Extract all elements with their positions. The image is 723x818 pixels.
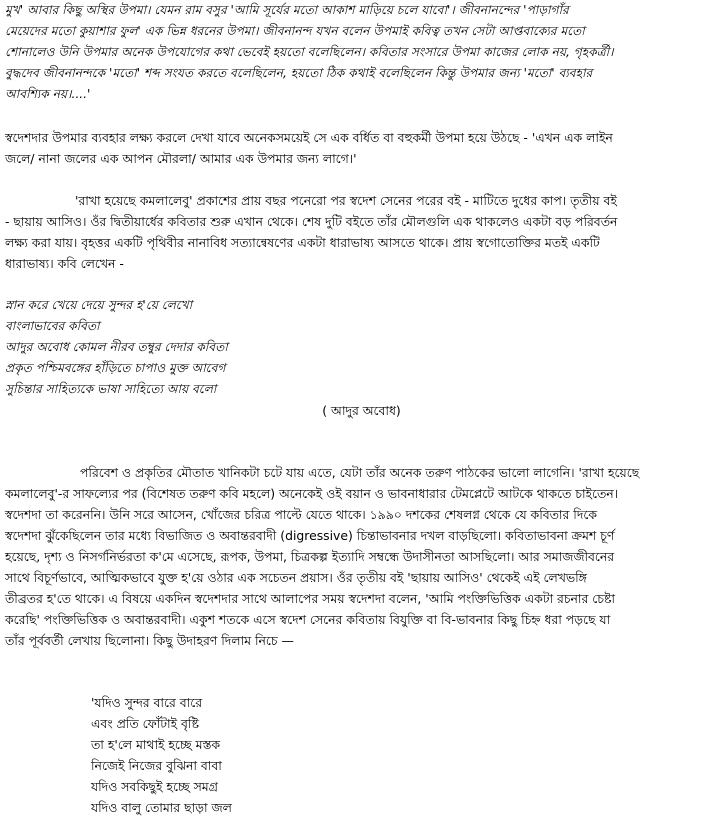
poem-1-line-3: আদুর অবোধ কোমল নীরব তম্বুর দেদার কবিতা: [5, 340, 228, 354]
poem-2-line-5: যদিও সবকিছুই হচ্ছে সমগ্র: [91, 779, 218, 794]
poem-1-line-2: বাংলাভাবের কবিতা: [5, 319, 100, 333]
paragraph-1-line-4: বুদ্ধদেব জীবনানন্দকে 'মতো' শব্দ সংযত করতে বলেছিলেন, হয়তো ঠিক কথাই বলেছিলেন কিন্তু উপমার জন্য 'মতো' ব্যবহার: [5, 66, 593, 80]
paragraph-4-line-2: কমলালেবু'-র সাফল্যের পর (বিশেষত তরুণ কবি মহলে) অনেকেই ওই বয়ান ও ভাবনাধারার টেমপ্লেটে আটকে থাকতে চাইতেন।: [5, 486, 619, 501]
paragraph-4-line-6: সাথে বিচূর্ণভাবে, আত্মিকভাবে যুক্ত হ'য়ে ওঠার এক সচেতন প্রয়াস। ওঁর তৃতীয় বই 'ছায়ায় আসিও' থেকেই এই লেখভঙ্গি: [5, 570, 587, 585]
paragraph-3-line-3: লক্ষ্য করা যায়। বৃহত্তর একটি পৃথিবীর নানাবিধ সত্যান্বেষণের একটা ধারাভাষ্য আসতে থাকে। প্রায় স্বগোতোক্তির মতই একটি: [5, 235, 600, 250]
paragraph-4-line-5: হয়েছে, দৃশ্য ও নিসর্গনির্ভরতা ক'মে এসেছে, রূপক, উপমা, চিত্রকল্প ইত্যাদি সম্বন্ধে উদাসীনতা আসছিলো। আর সমাজজীবনের: [5, 549, 615, 564]
poem-1-source: ( আদুর অবোধ): [322, 403, 401, 418]
poem-1-line-4: প্রকৃত পশ্চিমবঙ্গের হাঁড়িতে চাপাও মুক্ত আবেগ: [5, 361, 226, 375]
poem-1-line-1: স্নান করে খেয়ে দেয়ে সুন্দর হ'য়ে লেখো: [5, 298, 193, 312]
paragraph-1-line-3: শোনালেও উনি উপমার অনেক উপযোগের কথা ভেবেই হয়তো বলেছিলেন। কবিতার সংসারে উপমা কাজের লোক নয়, গৃহকর্ত্রী।: [5, 45, 614, 59]
poem-1-line-5: সুচিন্তার সাহিত্যকে ভাষা সাহিত্যে আয় বলো: [5, 382, 217, 396]
paragraph-4-line-1: পরিবেশ ও প্রকৃতির মৌতাত খানিকটা চটে যায় এতে, যেটা তাঁর অনেক তরুণ পাঠকের ভালো লাগেনি। 'রাখা হয়েছে: [80, 465, 640, 480]
poem-2-line-1: 'যদিও সুন্দর বারে বারে: [91, 695, 203, 710]
paragraph-4-line-7: তীব্রতর হ'তে থাকে। এ বিষয়ে একদিন স্বদেশদার সাথে আলাপের সময় স্বদেশদা বলেন, 'আমি পংক্তিভিত্তিক একটা রচনার চেষ্টা: [5, 591, 615, 606]
poem-2-line-2: এবং প্রতি ফোঁটাই বৃষ্টি: [91, 716, 199, 731]
paragraph-4-line-8: করেছি' পংক্তিভিত্তিক ও অবান্তরবাদী। একুশ শতকে এসে স্বদেশ সেনের কবিতায় বিযুক্তি বা বি-ভাবনার কিছু চিহ্ন ধরা পড়ছে যা: [5, 612, 611, 627]
paragraph-2-line-1: স্বদেশদার উপমার ব্যবহার লক্ষ্য করলে দেখা যাবে অনেকসময়েই সে এক বর্ধিত বা বহুকর্মী উপমা হয়ে উঠছে - 'এখন এক লাইন: [5, 130, 613, 145]
paragraph-4-line-9: তাঁর পূর্ববর্তী লেখায় ছিলোনা। কিছু উদাহরণ দিলাম নিচে —: [5, 633, 294, 648]
paragraph-1-line-1: মুখ' আবার কিছু অস্থির উপমা। যেমন রাম বসুর 'আমি সূর্যের মতো আকাশ মাড়িয়ে চলে যাবো'। জীবনানন্দের 'পাড়াগাঁর: [5, 3, 569, 17]
paragraph-3-line-2: - ছায়ায় আসিও। ওঁর দ্বিতীয়ার্ধের কবিতার শুরু এখান থেকে। শেষ দুটি বইতে তাঁর মৌলগুলি এক থাকলেও একটা বড় পরিবর্তন: [5, 214, 618, 229]
paragraph-4-line-4: স্বদেশদা ঝুঁকেছিলেন তার মধ্যে বিভাজিত ও অবান্তরবাদী (digressive) চিন্তাভাবনার দখল বাড়ছিলো। কবিতাভাবনা ক্রমশ চূর্ণ: [5, 528, 615, 543]
paragraph-3-line-4: ধারাভাষ্য। কবি লেখেন -: [5, 256, 124, 271]
paragraph-3-line-1: 'রাখা হয়েছে কমলালেবু' প্রকাশের প্রায় বছর পনেরো পর স্বদেশ সেনের পরের বই - মাটিতে দুধের কাপ। তৃতীয় বই: [75, 193, 617, 208]
poem-2-line-3: তা হ'লে মাথাই হচ্ছে মস্তক: [91, 737, 221, 752]
poem-2-line-6: যদিও বালু তোমার ছাড়া জল: [91, 800, 232, 815]
poem-2-line-4: নিজেই নিজের বুঝিনা বাবা: [91, 758, 222, 773]
paragraph-1-line-2: মেয়েদের মতো কুয়াশার ফুল' এক ভিন্ন ধরনের উপমা। জীবনানন্দ যখন বলেন উপমাই কবিত্ব তখন সেটা আপ্তবাক্যের মতো: [5, 24, 585, 38]
paragraph-4-line-3: স্বদেশদা তা করেননি। উনি সরে আসেন, খোঁজের চরিত্র পাল্টে যেতে থাকে। ১৯৯০ দশকের শেষলগ্ন থেকে যে কবিতার দিকে: [5, 507, 597, 522]
paragraph-1-line-5: আবশ্যিক নয়।....': [5, 87, 91, 101]
paragraph-2-line-2: জলে/ নানা জলের এক আপন মৌরলা/ আমার এক উপমার জন্য লাগে।': [5, 151, 357, 166]
